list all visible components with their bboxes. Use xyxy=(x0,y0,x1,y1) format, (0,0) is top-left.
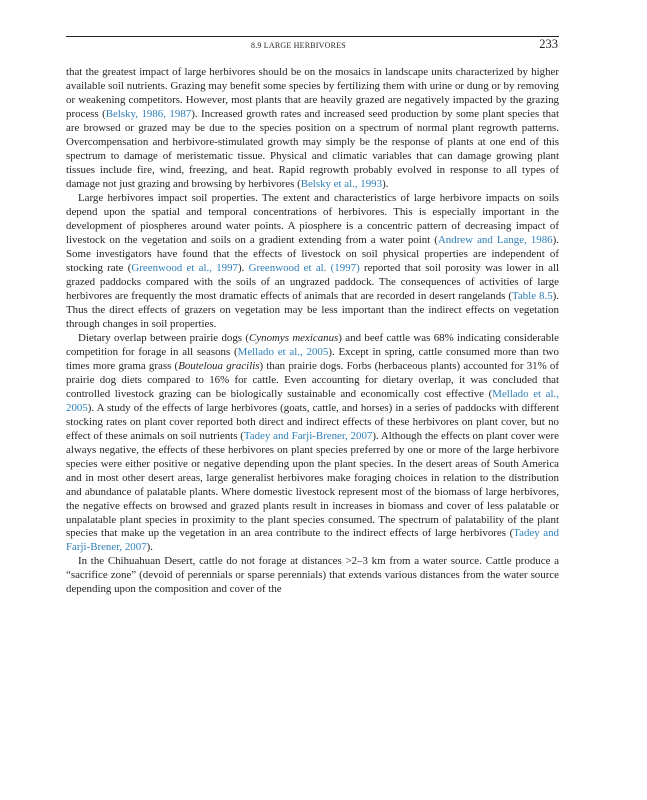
citation-link[interactable]: Mellado et al., 2005 xyxy=(66,387,559,414)
citation-link[interactable]: Tadey and Farji-Brener, 2007 xyxy=(66,527,559,554)
text-run: that the greatest impact of large herbivores should be on the mosaics in landscape units characterized by higher available soil nutrients. Grazing may benefit some species by fertilizing them with urine or dung or by removing or weakening competitors. However, most plants that are heavily grazed are negatively impacted by the grazing process ( xyxy=(66,66,559,120)
citation-link[interactable]: Belsky et al., 1993 xyxy=(300,177,383,190)
text-run: ). xyxy=(237,261,249,274)
running-head: 8.9 LARGE HERBIVORES xyxy=(251,41,346,50)
text-run: ). xyxy=(382,177,389,190)
body-text xyxy=(66,66,559,597)
text-run: ) and beef cattle was 68% indicating considerable competition for forage in all seasons ( xyxy=(66,331,559,358)
paragraph xyxy=(66,555,559,597)
citation-link[interactable]: Tadey and Farji-Brener, 2007 xyxy=(243,429,373,442)
citation-link[interactable]: Greenwood et al. (1997) xyxy=(248,261,360,274)
citation-link[interactable]: Andrew and Lange, 1986 xyxy=(437,233,553,246)
header-rule xyxy=(66,36,559,37)
paragraph xyxy=(66,192,559,332)
text-run: ). Thus the direct effects of grazers on vegetation may be less important than the indirect effects on vegetation through changes in soil properties. xyxy=(66,289,559,330)
citation-link[interactable]: Belsky, 1986, 1987 xyxy=(105,107,192,120)
citation-link[interactable]: Table 8.5 xyxy=(512,289,553,302)
text-run: ). Increased growth rates and increased seed production by some plant species that are browsed or grazed may be due to the species position on a spectrum of normal plant regrowth patterns. Overcompensation and herbivore-stimulated growth may simply be the response of plants at one end of this spectrum to damage of meristematic tissue. Physical and climatic variables that can damage growing plant tissues include fire, wind, freezing, and heat. Rapid regrowth probably evolved in response to all types of damage not just grazing and browsing by herbivores ( xyxy=(66,107,559,190)
text-run: ). A study of the effects of large herbivores (goats, cattle, and horses) in a series of paddocks with different stocking rates on plant cover reported both direct and indirect effects of these herbivores on plant cover, but no effect of these animals on soil nutrients ( xyxy=(66,401,559,442)
text-run: Large herbivores impact soil properties. The extent and characteristics of large herbivore impacts on soils depend upon the spatial and temporal concentrations of herbivores. This is especially important in the development of piospheres around water points. A piosphere is a concentric pattern of decreasing impact of livestock on the vegetation and soils on a gradient extending from a water point ( xyxy=(66,191,559,246)
citation-link[interactable]: Greenwood et al., 1997 xyxy=(131,261,238,274)
text-run: reported that soil porosity was lower in all grazed paddocks compared with the soils of an ungrazed paddock. The consequences of activities of large herbivores are frequently the most dramatic effects of animals that are recorded in desert rangelands ( xyxy=(66,261,560,302)
species-name: Cynomys mexicanus xyxy=(249,331,339,344)
text-run: ). xyxy=(146,541,153,554)
species-name: Bouteloua gracilis xyxy=(178,359,260,372)
text-run: ) than prairie dogs. Forbs (herbaceous plants) accounted for 31% of prairie dog diets compared to 16% for cattle. Even accounting for dietary overlap, it was concluded that controlled livestock grazing can be biologically sustainable and economically cost effective ( xyxy=(66,359,559,400)
page-number: 233 xyxy=(539,37,558,51)
citation-link[interactable]: Mellado et al., 2005 xyxy=(237,345,329,358)
text-run: In the Chihuahuan Desert, cattle do not forage at distances >2–3 km from a water source. Cattle produce a “sacrifice zone” (devoid of perennials or sparse perennials) that extends various distances from the water source depending upon the composition and cover of the xyxy=(66,555,559,596)
text-run: ). Some investigators have found that the effects of livestock on soil physical properties are independent of stocking rate ( xyxy=(66,233,559,274)
text-run: ). Except in spring, cattle consumed more than two times more grama grass ( xyxy=(66,345,559,372)
text-run: ). Although the effects on plant cover were always negative, the effects of these herbivores on plant species preferred by one or more of the large herbivore species were either positive or negative depending upon the plant species. In the desert areas of South America and in most other desert areas, large generalist herbivores make foraging choices in relation to the distribution and abundance of palatable plants. Where domestic livestock represent most of the biomass of large herbivores, the negative effects on browsed and grazed plants result in increases in biomass and cover of less palatable or unpalatable plant species in proximity to the plant species consumed. The spectrum of palatability of the plant species that make up the vegetation in an area contribute to the indirect effects of large herbivores ( xyxy=(66,429,559,540)
paragraph xyxy=(66,66,559,192)
paragraph xyxy=(66,332,559,556)
text-run: Dietary overlap between prairie dogs ( xyxy=(78,331,250,344)
